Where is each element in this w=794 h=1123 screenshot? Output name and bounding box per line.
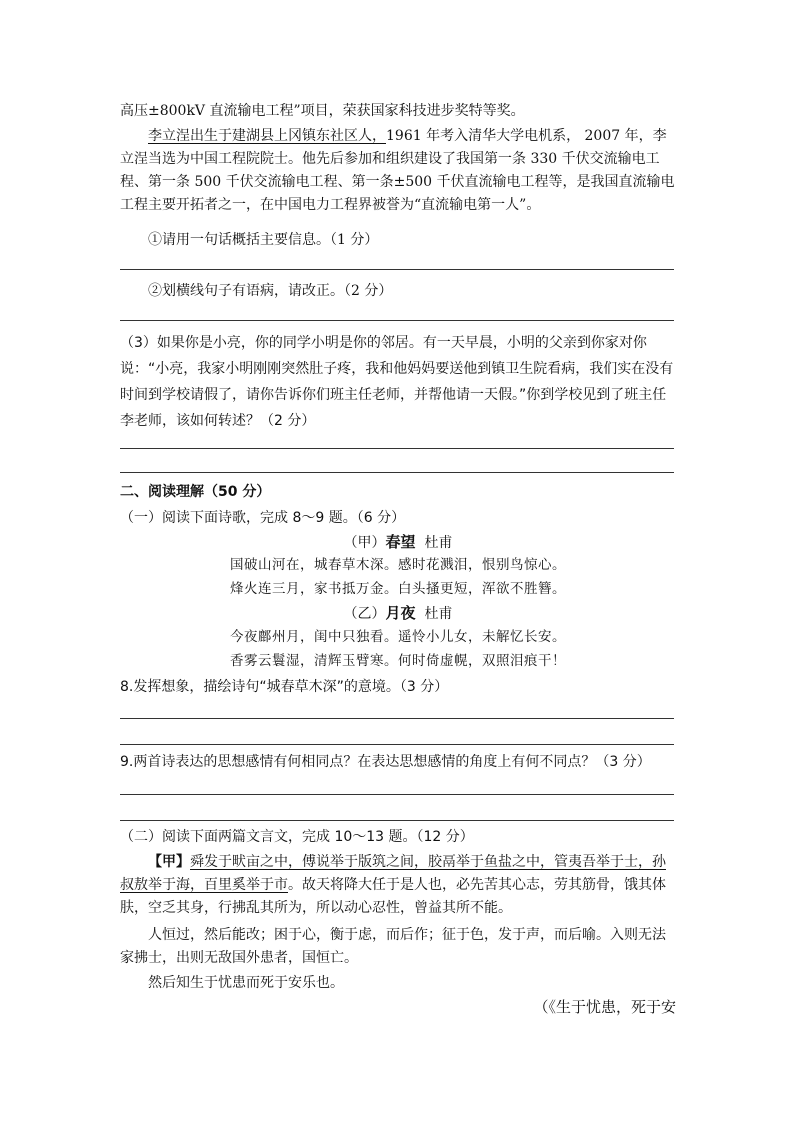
source-citation: （《生于忧患，死于安: [533, 998, 676, 1016]
answer-line[interactable]: [120, 794, 674, 795]
underlined-sentence: 舜发于畎亩之中，傅说举于版筑之间，胶鬲举于鱼盐之中，管夷吾举于士，孙叔敖举于海，百里奚举于市: [120, 854, 666, 893]
classical-text-jia-p3: 然后知生于忧患而死于安乐也。: [148, 975, 344, 991]
answer-line[interactable]: [120, 269, 674, 270]
poem-2-line-1: 今夜鄜州月，闺中只独看。遥怜小儿女，未解忆长安。: [230, 629, 566, 645]
question-2: ②划横线句子有语病，请改正。（2 分）: [148, 283, 393, 299]
part-2-heading: （二）阅读下面两篇文言文，完成 10～13 题。（12 分）: [120, 829, 474, 845]
classical-text-jia: [120, 851, 676, 920]
poem-1-line-1: 国破山河在，城春草木深。感时花溅泪，恨别鸟惊心。: [230, 557, 566, 573]
answer-line[interactable]: [120, 448, 674, 449]
answer-line[interactable]: [120, 472, 674, 473]
question-3: （3）如果你是小亮，你的同学小明是你的邻居。有一天早晨，小明的父亲到你家对你说：“小亮，我家小明刚刚突然肚子疼，我和他妈妈要送他到镇卫生院看病，我们实在没有时间到学校请假了，请你告诉你们班主任老师，并帮他请一天假。”你到学校见到了班主任李老师，该如何转述？（2 分）: [120, 335, 674, 429]
classical-text-jia-p2: 人恒过，然后能改；困于心，衡于虑，而后作；征于色，发于声，而后喻。入则无法家拂士，出则无敌国外患者，国恒亡。: [120, 927, 666, 966]
paragraph-li-liying: [120, 125, 676, 217]
answer-line[interactable]: [120, 744, 674, 745]
jia-text-rest: 。故天将降大任于是人也，必先苦其心志，劳其筋骨，饿其体肤，空乏其身，行拂乱其所为，所以动心忍性，曾益其所不能。: [120, 877, 666, 916]
poem-2-line-2: 香雾云鬟湿，清辉玉臂寒。何时倚虚幌，双照泪痕干！: [230, 653, 566, 669]
question-1: ①请用一句话概括主要信息。（1 分）: [148, 232, 379, 248]
answer-line[interactable]: [120, 718, 674, 719]
part-1-heading: （一）阅读下面诗歌，完成 8～9 题。（6 分）: [120, 510, 406, 526]
paragraph-rest: 1961 年考入清华大学电机系， 2007 年，李立浧当选为中国工程院院士。他先后参加和组织建设了我国第一条 330 千伏交流输电工程、第一条 500 千伏交流输电工程、第一条±500 千伏直流输电工程等，是我国直流输电工程主要开拓者之一，在中国电力工程界被誉为“直流输电第一人”。: [120, 128, 675, 213]
poem-1-line-2: 烽火连三月，家书抵万金。白头搔更短，浑欲不胜簪。: [230, 581, 566, 597]
paragraph-intro-end: 高压±800kV 直流输电工程”项目，荣获国家科技进步奖特等奖。: [120, 103, 525, 119]
question-9: 9.两首诗表达的思想感情有何相同点？在表达思想感情的角度上有何不同点？（3 分）: [120, 754, 651, 770]
jia-label: 【甲】: [148, 854, 190, 870]
question-8: 8.发挥想象，描绘诗句“城春草木深”的意境。（3 分）: [120, 679, 449, 695]
underlined-sentence: 李立浧出生于建湖县上冈镇东社区人，: [148, 128, 386, 144]
poem-2-title: （乙）月夜 杜甫: [343, 604, 453, 622]
answer-line[interactable]: [120, 820, 674, 821]
section-heading: 二、阅读理解（50 分）: [120, 484, 271, 500]
answer-line[interactable]: [120, 320, 674, 321]
poem-1-title: （甲）春望 杜甫: [343, 533, 453, 551]
